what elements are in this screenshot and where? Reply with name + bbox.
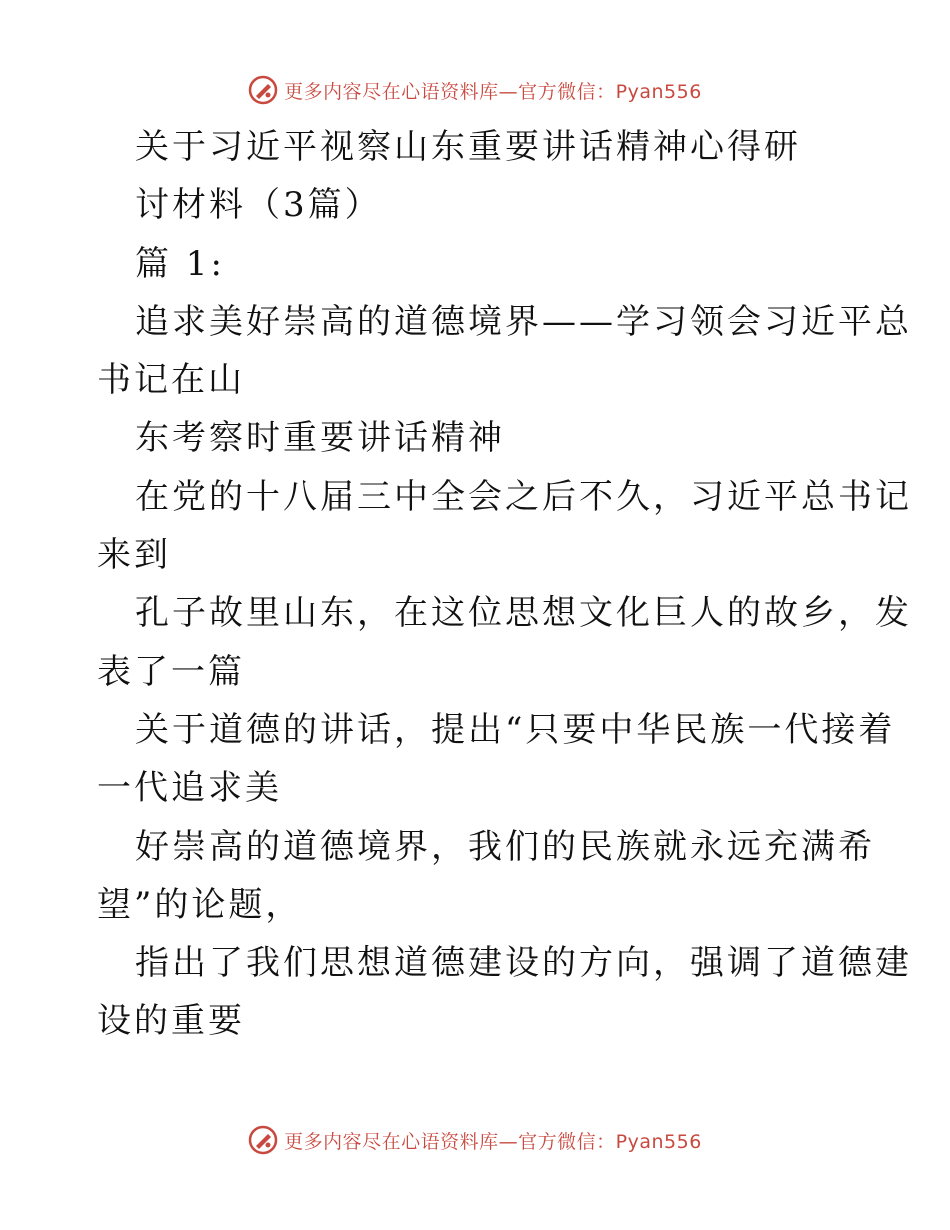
document-line: 一代追求美 xyxy=(97,768,282,809)
footer-watermark xyxy=(0,1120,950,1160)
document-line: 来到 xyxy=(97,535,171,576)
document-line: 追求美好崇高的道德境界——学习领会习近平总 xyxy=(135,301,912,342)
document-line: 表了一篇 xyxy=(97,651,245,692)
document-line: 好崇高的道德境界，我们的民族就永远充满希 xyxy=(135,826,875,867)
header-watermark xyxy=(0,70,950,110)
document-line: 书记在山 xyxy=(97,360,245,401)
document-line: 望”的论题， xyxy=(97,884,303,925)
document-line: 在党的十八届三中全会之后不久，习近平总书记 xyxy=(135,476,912,517)
watermark-text: 更多内容尽在心语资料库—官方微信：Pyan556 xyxy=(284,1130,702,1153)
document-line: 孔子故里山东，在这位思想文化巨人的故乡，发 xyxy=(135,593,912,634)
pen-circle-logo-icon xyxy=(248,75,278,105)
document-line: 关于道德的讲话，提出“只要中华民族一代接着 xyxy=(135,709,896,750)
document-body xyxy=(97,118,912,1051)
document-line: 讨材料（3篇） xyxy=(135,185,382,226)
document-line: 关于习近平视察山东重要讲话精神心得研 xyxy=(135,127,801,167)
pen-circle-logo-icon xyxy=(248,1125,278,1155)
document-line: 指出了我们思想道德建设的方向，强调了道德建 xyxy=(135,943,912,984)
document-line: 设的重要 xyxy=(97,1001,245,1042)
document-line: 篇 1: xyxy=(135,243,225,284)
document-line: 东考察时重要讲话精神 xyxy=(135,418,505,459)
watermark-text: 更多内容尽在心语资料库—官方微信：Pyan556 xyxy=(284,80,702,103)
